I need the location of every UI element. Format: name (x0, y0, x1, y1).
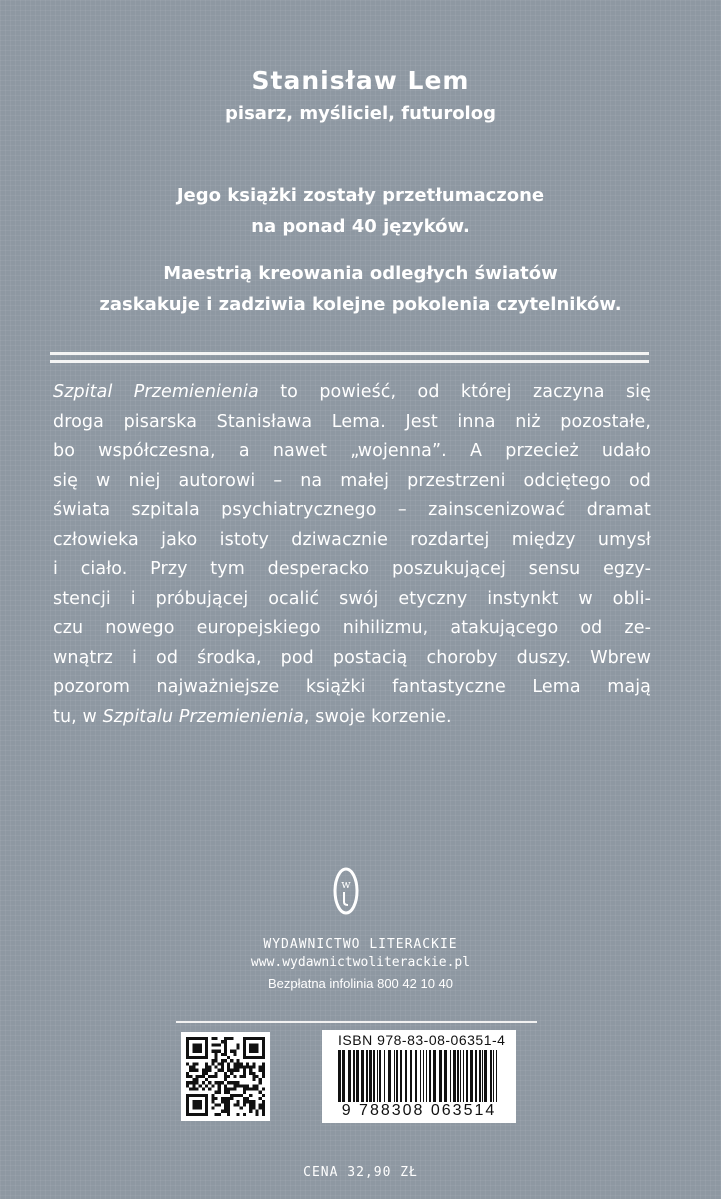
book-description (53, 378, 651, 732)
description-line: tu, w Szpitalu Przemienienia, swoje korzenie. (53, 706, 452, 727)
blurb-line: zaskakuje i zadziwia kolejne pokolenia czytelników. (99, 294, 622, 315)
divider-rule (50, 360, 649, 363)
description-line: bo współczesna, a nawet „wojenna”. A przecież udało (53, 441, 651, 461)
blurb-line: na ponad 40 języków. (251, 216, 470, 237)
svg-text:w: w (341, 878, 351, 891)
book-title: Szpital Przemienienia (53, 382, 259, 402)
description-line: droga pisarska Stanisława Lema. Jest inna niż pozostałe, (53, 411, 651, 432)
description-line: wnątrz i od środka, pod postacią choroby duszy. Wbrew (53, 647, 651, 668)
publisher-name: WYDAWNICTWO LITERACKIE (263, 937, 458, 952)
description-line: człowieka jako istoty dziwacznie rozdartej między umysł (53, 529, 651, 550)
publisher-website[interactable]: www.wydawnictwoliterackie.pl (250, 955, 471, 970)
description-line: czu nowego europejskiego nihilizmu, atakującego od ze- (53, 618, 651, 638)
author-subtitle: pisarz, myśliciel, futurolog (225, 103, 496, 124)
ean-digits: 9 788308 063514 (341, 1102, 497, 1119)
isbn-barcode (322, 1030, 516, 1123)
description-line: stencji i próbującej ocalić swój etyczny instynkt w obli- (53, 588, 651, 609)
blurb-worlds (0, 258, 721, 320)
description-line: Szpital Przemienienia to powieść, od której zaczyna się (53, 382, 651, 402)
qr-code-icon[interactable] (181, 1032, 270, 1121)
publisher-hotline: Bezpłatna infolinia 800 42 10 40 (267, 976, 454, 991)
blurb-translations (0, 180, 721, 242)
description-line: pozorom najważniejsze książki fantastyczne Lema mają (53, 677, 651, 697)
description-line: świata szpitala psychiatrycznego – zainscenizować dramat (53, 500, 651, 520)
description-line: się w niej autorowi – na małej przestrzeni odciętego od (53, 470, 651, 491)
book-title: Szpitalu Przemienienia (102, 706, 304, 727)
author-name: Stanisław Lem (251, 66, 470, 95)
blurb-line: Maestrią kreowania odległych światów (163, 263, 558, 284)
divider-rule (50, 352, 649, 355)
isbn-label: ISBN 978-83-08-06351-4 (338, 1032, 506, 1048)
price-label: CENA 32,90 ZŁ (303, 1165, 418, 1180)
description-line: i ciało. Przy tym desperacko poszukującej sensu egzy- (53, 559, 651, 579)
wl-publisher-logo-icon (331, 866, 361, 916)
blurb-line: Jego książki zostały przetłumaczone (176, 185, 545, 206)
divider-rule (176, 1021, 537, 1023)
